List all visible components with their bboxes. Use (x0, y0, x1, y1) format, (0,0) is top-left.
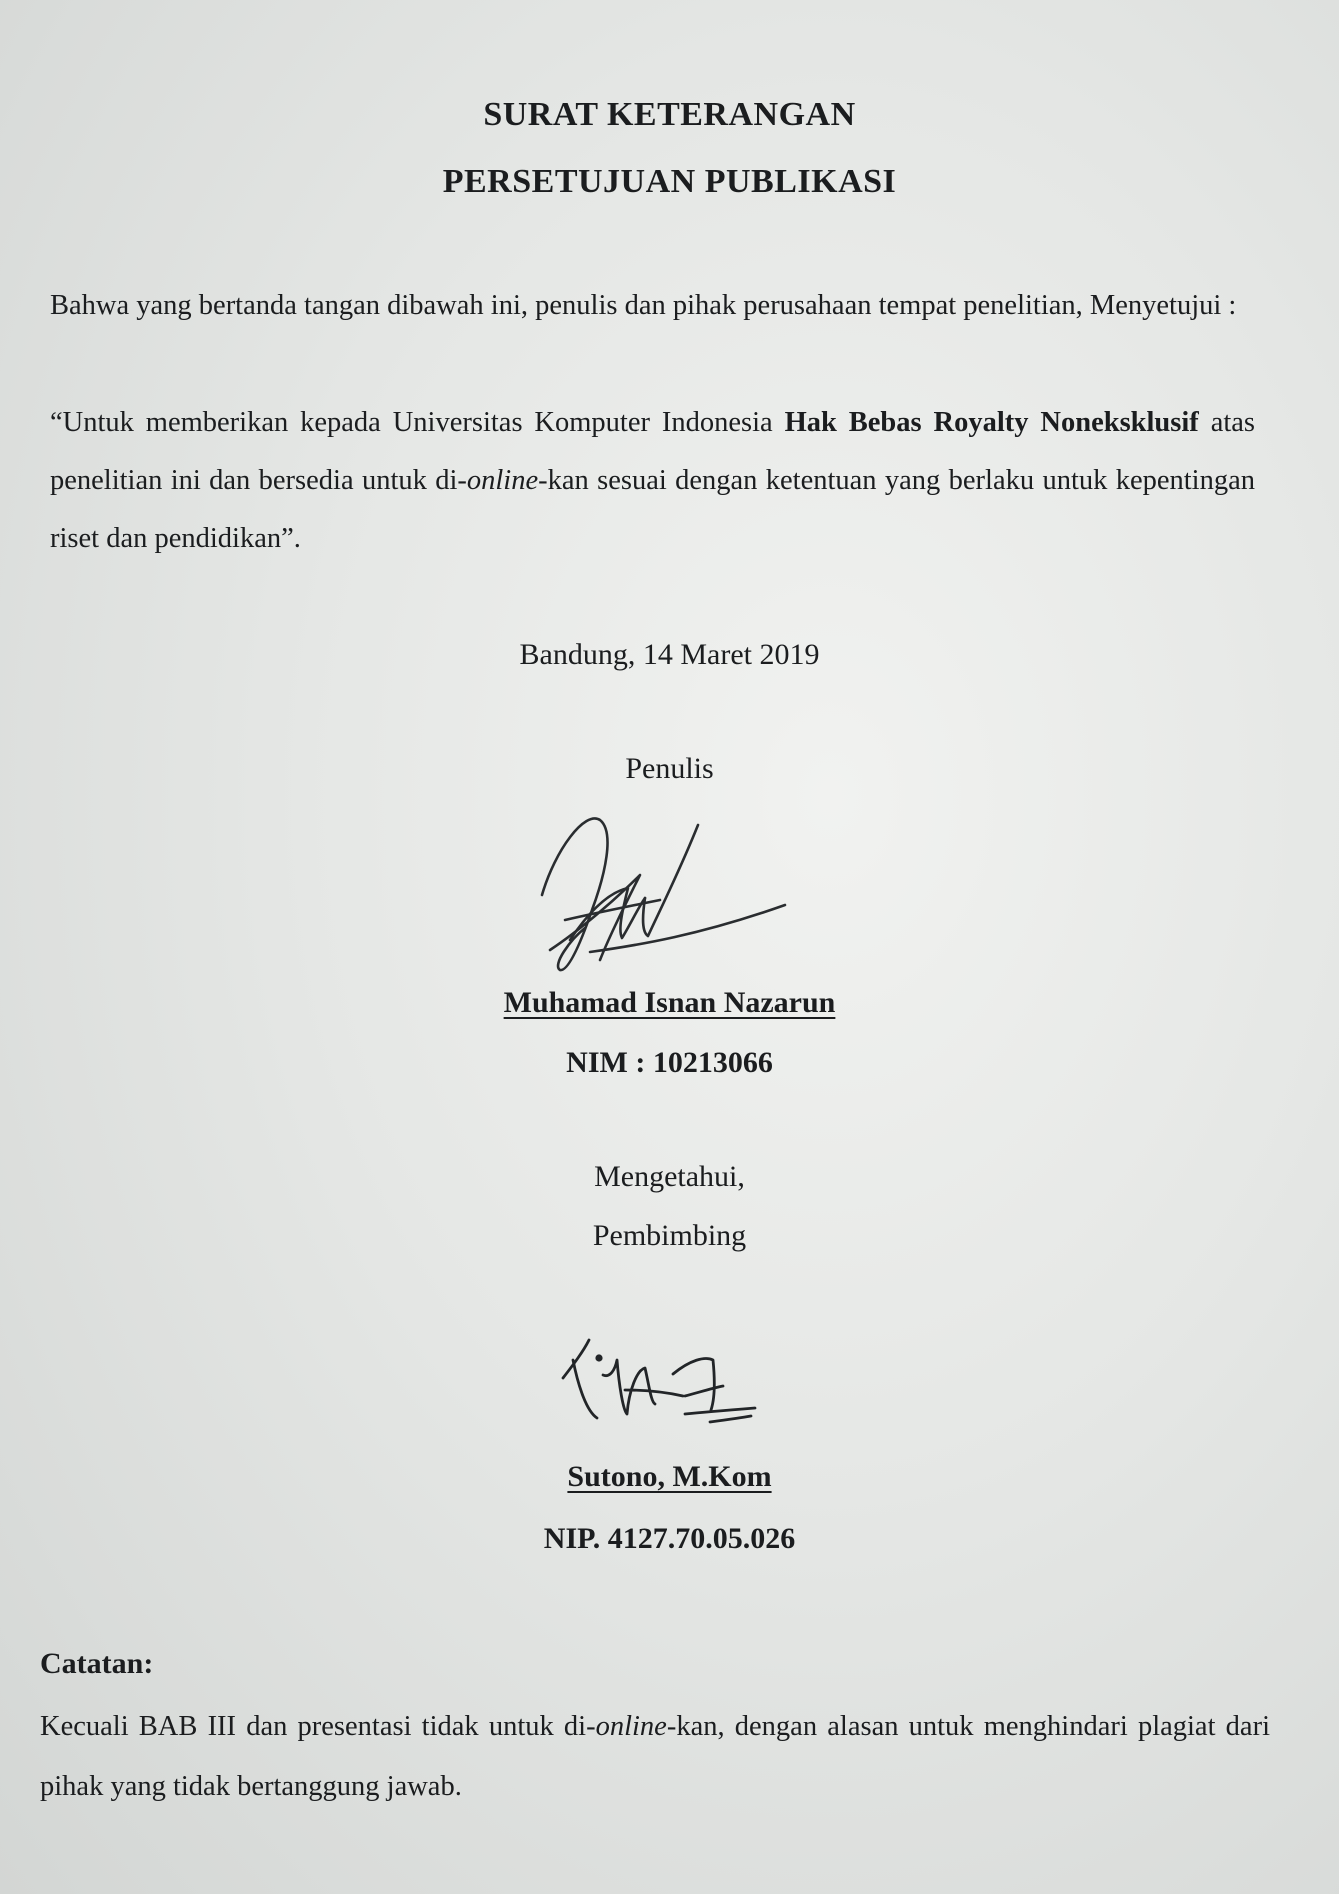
quote-text-1: “Untuk memberikan kepada Universitas Komputer Indonesia (50, 407, 785, 438)
author-role: Penulis (625, 752, 714, 785)
notes-text-2: -kan, dengan alasan untuk menghindari plagiat dari pihak yang tidak bertanggung jawab. (40, 1711, 1270, 1802)
intro-paragraph: Bahwa yang bertanda tangan dibawah ini, penulis dan pihak perusahaan tempat penelitian, Menyetujui : (50, 290, 1237, 321)
place-date: Bandung, 14 Maret 2019 (519, 638, 820, 671)
supervisor-name: Sutono, M.Kom (567, 1460, 772, 1493)
supervisor-nip: NIP. 4127.70.05.026 (543, 1522, 796, 1555)
document-subtitle: PERSETUJUAN PUBLIKASI (442, 163, 897, 200)
author-name: Muhamad Isnan Nazarun (503, 986, 836, 1019)
notes-text-1: Kecuali BAB III dan presentasi tidak untuk di- (40, 1711, 596, 1742)
quote-text-3: -kan sesuai dengan ketentuan yang berlaku untuk kepentingan riset dan pendidikan”. (50, 465, 1255, 554)
notes-title: Catatan: (40, 1647, 154, 1680)
supervisor-signature (555, 1330, 785, 1430)
notes-italic-online: online (595, 1711, 667, 1742)
acknowledge-label: Mengetahui, (594, 1160, 745, 1193)
supervisor-role: Pembimbing (592, 1219, 747, 1252)
document-title: SURAT KETERANGAN (483, 96, 856, 133)
agreement-quote (50, 394, 1255, 568)
quote-text-2: atas penelitian ini dan bersedia untuk di- (50, 407, 1256, 496)
quote-italic-online: online (466, 465, 539, 496)
author-signature (530, 800, 800, 985)
author-nim: NIM : 10213066 (566, 1046, 773, 1079)
quote-bold-rights: Hak Bebas Royalty Noneksklusif (784, 407, 1199, 438)
notes-body (40, 1697, 1270, 1817)
